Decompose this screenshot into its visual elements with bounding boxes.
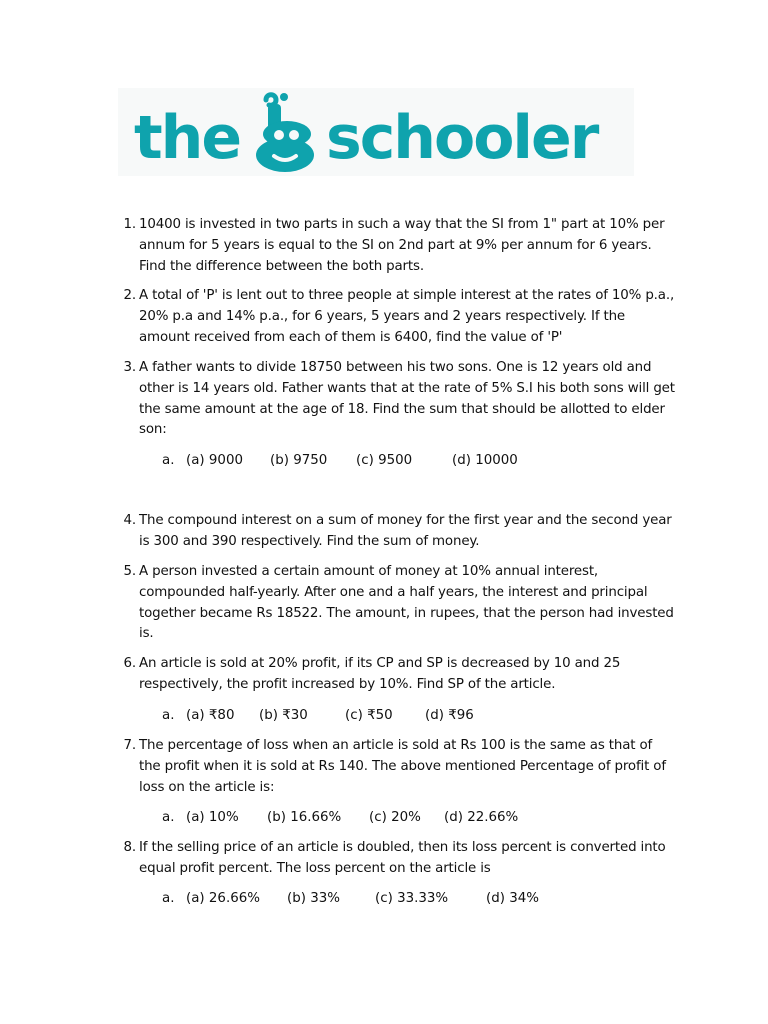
option-marker: a. (162, 453, 175, 468)
option-a: (a) ₹80 (186, 708, 235, 723)
option-a: (a) 10% (186, 810, 239, 825)
question-number: 1. (123, 217, 136, 232)
logo-text-schooler: schooler (326, 103, 598, 173)
question-number: 8. (123, 840, 136, 855)
option-c: (c) 33.33% (375, 891, 449, 906)
option-b: (b) ₹30 (259, 708, 308, 723)
question-number: 6. (123, 656, 136, 671)
option-marker: a. (162, 891, 175, 906)
question-item (110, 215, 676, 277)
question-number: 3. (123, 360, 136, 375)
question-number: 7. (123, 738, 136, 753)
option-b: (b) 9750 (270, 453, 328, 468)
option-c: (c) 9500 (356, 453, 413, 468)
question-text: A person invested a certain amount of money at 10% annual interest, compounded half-yearly. After one and a half years, the interest and principal together became Rs 18522. The amount, in rupees, that the person had invested is. (139, 564, 674, 642)
option-a: (a) 26.66% (186, 891, 260, 906)
question-number: 2. (123, 288, 136, 303)
question-item (110, 562, 676, 645)
question-text: The compound interest on a sum of money for the first year and the second year is 300 and 390 respectively. Find the sum of money. (139, 513, 672, 549)
option-b: (b) 16.66% (267, 810, 342, 825)
option-marker: a. (162, 810, 175, 825)
question-item (110, 654, 676, 696)
option-d: (d) 34% (486, 891, 539, 906)
question-text: A father wants to divide 18750 between his two sons. One is 12 years old and other is 14 years old. Father wants that at the rate of 5% S.I his both sons will get the same amount at the age of 18. Find the sum that should be allotted to elder son: (139, 360, 675, 438)
option-c: (c) ₹50 (345, 708, 393, 723)
question-item (110, 358, 676, 441)
question-item (110, 736, 676, 798)
option-d: (d) 22.66% (444, 810, 519, 825)
question-number: 4. (123, 513, 136, 528)
question-number: 5. (123, 564, 136, 579)
question-text: A total of 'P' is lent out to three people at simple interest at the rates of 10% p.a., 20% p.a and 14% p.a., for 6 years, 5 years and 2 years respectively. If the amount received from each of them is 6400, find the value of 'P' (139, 288, 675, 345)
option-d: (d) 10000 (452, 453, 518, 468)
brand-logo (118, 88, 634, 176)
question-item (110, 286, 676, 348)
question-item (110, 511, 676, 553)
option-marker: a. (162, 708, 175, 723)
question-text: 10400 is invested in two parts in such a way that the SI from 1" part at 10% per annum for 5 years is equal to the SI on 2nd part at 9% per annum for 6 years. Find the difference between the both parts. (139, 217, 665, 274)
logo-text-the: the (134, 103, 241, 173)
question-text: An article is sold at 20% profit, if its CP and SP is decreased by 10 and 25 respectively, the profit increased by 10%. Find SP of the article. (139, 656, 621, 692)
b-mascot-icon (252, 90, 322, 174)
question-text: The percentage of loss when an article is sold at Rs 100 is the same as that of the profit when it is sold at Rs 140. The above mentioned Percentage of profit of loss on the article is: (139, 738, 666, 795)
question-item (110, 838, 676, 880)
option-a: (a) 9000 (186, 453, 243, 468)
option-b: (b) 33% (287, 891, 340, 906)
option-d: (d) ₹96 (425, 708, 474, 723)
option-c: (c) 20% (369, 810, 421, 825)
question-text: If the selling price of an article is doubled, then its loss percent is converted into equal profit percent. The loss percent on the article is (139, 840, 666, 876)
